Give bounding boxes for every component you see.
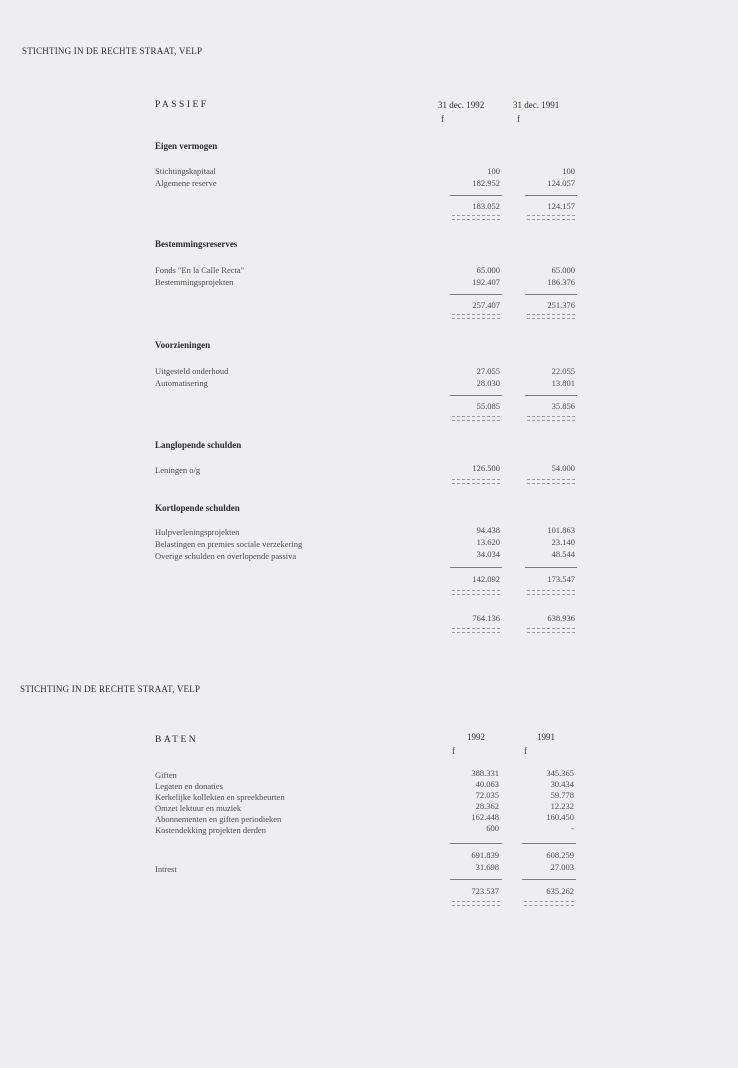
row-label: Abonnementen en giften periodieken (155, 814, 282, 824)
double-rule (527, 314, 575, 319)
row-value-1991: 59.778 (550, 790, 574, 800)
baten-col1-header: 1992 (467, 732, 485, 742)
col1-currency: f (441, 114, 444, 124)
group-title-kortlopende-schulden: Kortlopende schulden (155, 503, 240, 513)
row-label: Overige schulden en overlopende passiva (155, 551, 297, 561)
row-value-1992: 94.438 (476, 525, 500, 535)
row-value-1991: 186.376 (547, 277, 575, 287)
row-value-1992: 40.063 (475, 779, 499, 789)
row-label: Belastingen en premies sociale verzekering (155, 539, 303, 549)
row-value-1991: 48.544 (551, 549, 575, 559)
subtotal-value-1992: 691.839 (471, 850, 499, 860)
double-rule (527, 590, 575, 595)
subtotal-rule (525, 294, 577, 295)
row-label: Omzet lektuur en muziek (155, 803, 242, 813)
grand-total-1992: 764.136 (472, 613, 500, 623)
row-value-1991: - (571, 823, 574, 833)
row-value-1992: 72.035 (475, 790, 499, 800)
group-title-eigen-vermogen: Eigen vermogen (155, 141, 218, 151)
row-value-1991: 65.000 (551, 265, 575, 275)
row-value-1991: 13.801 (551, 378, 575, 388)
row-value-1992: 600 (486, 823, 499, 833)
group-title-langlopende-schulden: Langlopende schulden (155, 440, 242, 450)
row-label: Bestemmingsprojekten (155, 277, 234, 287)
row-label: Legaten en donaties (155, 781, 223, 791)
row-value-1992: 182.952 (472, 178, 500, 188)
group-title-voorzieningen: Voorzieningen (155, 340, 211, 350)
double-rule (524, 901, 574, 906)
subtotal-rule (450, 843, 502, 844)
row-value-1991: 30.434 (550, 779, 574, 789)
subtotal-value-1992: 142.092 (472, 574, 500, 584)
row-label: Kerkelijke kollekten en spreekbeurten (155, 792, 285, 802)
row-label: Uitgesteld onderhoud (155, 366, 229, 376)
subtotal-value-1991: 251.376 (547, 300, 575, 310)
page-header-baten: STICHTING IN DE RECHTE STRAAT, VELP (20, 684, 201, 694)
page-header-passief: STICHTING IN DE RECHTE STRAAT, VELP (22, 46, 203, 56)
row-value-1991: 124.057 (547, 178, 575, 188)
double-rule (452, 314, 500, 319)
section-title-baten: BATEN (155, 735, 199, 745)
subtotal-rule (450, 395, 502, 396)
double-rule (452, 215, 500, 220)
section-title-passief: PASSIEF (155, 100, 209, 110)
row-value-1992: 388.331 (471, 768, 499, 778)
subtotal-rule (450, 294, 502, 295)
subtotal-rule (522, 843, 576, 844)
double-rule (527, 628, 575, 633)
subtotal-rule (525, 567, 577, 568)
row-value-1991: 100 (562, 166, 575, 176)
col2-header: 31 dec. 1991 (513, 100, 560, 110)
total-value-1992: 723.537 (471, 886, 499, 896)
row-label: Stichtingskapitaal (155, 166, 216, 176)
row-value-1992: 162.448 (471, 812, 499, 822)
row-value-1992: 27.055 (476, 366, 500, 376)
baten-col2-header: 1991 (537, 732, 555, 742)
row-value-1992: 100 (487, 166, 500, 176)
row-value-1992: 65.000 (476, 265, 500, 275)
row-value-1992: 31.698 (475, 862, 499, 872)
col2-currency: f (517, 114, 520, 124)
row-value-1992: 13.620 (476, 537, 500, 547)
row-label: Hulpverleningsprojekten (155, 527, 240, 537)
row-label: Leningen o/g (155, 465, 201, 475)
row-label: Giften (155, 770, 177, 780)
subtotal-rule (450, 567, 502, 568)
double-rule (452, 416, 500, 421)
row-label: Algemene reserve (155, 178, 217, 188)
row-value-1992: 28.362 (475, 801, 499, 811)
baten-col2-currency: f (524, 746, 527, 756)
subtotal-value-1992: 257.407 (472, 300, 500, 310)
subtotal-value-1991: 35.856 (551, 401, 575, 411)
total-value-1991: 635.262 (546, 886, 574, 896)
row-value-1991: 54.000 (551, 463, 575, 473)
row-label: Kostendekking projekten derden (155, 825, 266, 835)
subtotal-rule (525, 395, 577, 396)
subtotal-value-1992: 183.052 (472, 201, 500, 211)
subtotal-value-1991: 124.157 (547, 201, 575, 211)
subtotal-value-1991: 608.259 (546, 850, 574, 860)
row-value-1991: 23.140 (551, 537, 575, 547)
double-rule (452, 590, 500, 595)
row-label: Fonds "En la Calle Recta" (155, 265, 245, 275)
subtotal-rule (450, 195, 502, 196)
col1-header: 31 dec. 1992 (438, 100, 485, 110)
subtotal-value-1992: 55.085 (476, 401, 500, 411)
double-rule (452, 479, 500, 484)
subtotal-rule (525, 195, 577, 196)
row-value-1991: 101.863 (547, 525, 575, 535)
row-value-1992: 28.030 (476, 378, 500, 388)
group-title-bestemmingsreserves: Bestemmingsreserves (155, 239, 238, 249)
double-rule (452, 628, 500, 633)
grand-total-1991: 638.936 (547, 613, 575, 623)
row-value-1992: 192.407 (472, 277, 500, 287)
baten-col1-currency: f (452, 746, 455, 756)
row-value-1991: 160.450 (546, 812, 574, 822)
row-value-1991: 345.365 (546, 768, 574, 778)
double-rule (527, 215, 575, 220)
subtotal-rule (522, 879, 576, 880)
subtotal-value-1991: 173.547 (547, 574, 575, 584)
row-value-1991: 27.003 (550, 862, 574, 872)
subtotal-rule (450, 879, 502, 880)
row-label: Automatisering (155, 378, 208, 388)
double-rule (452, 901, 500, 906)
row-value-1991: 22.055 (551, 366, 575, 376)
row-value-1992: 34.034 (476, 549, 500, 559)
row-value-1992: 126.500 (472, 463, 500, 473)
row-value-1991: 12.232 (550, 801, 574, 811)
double-rule (527, 416, 575, 421)
row-label-intrest: Intrest (155, 864, 177, 874)
double-rule (527, 479, 575, 484)
